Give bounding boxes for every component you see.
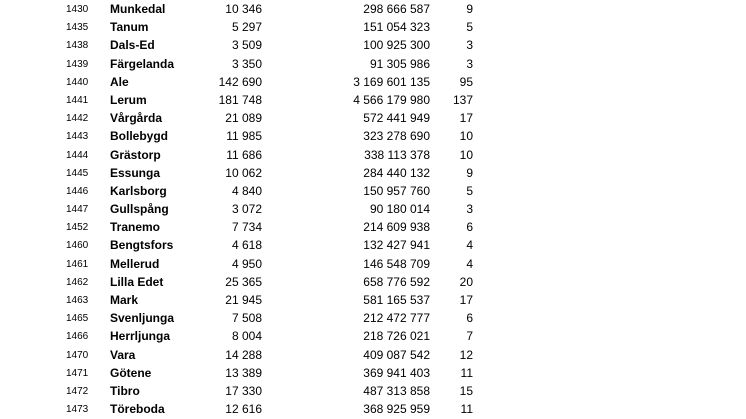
municipality-name-cell: Bollebygd: [110, 129, 169, 144]
table-row: [0, 127, 746, 145]
table-row: [0, 91, 746, 109]
count-cell: 10: [459, 129, 473, 144]
municipality-code-cell: 1442: [66, 113, 89, 125]
population-cell: 3 350: [231, 56, 262, 71]
population-cell: 11 985: [226, 129, 262, 144]
municipality-name-cell: Tibro: [110, 383, 140, 398]
population-cell: 4 618: [231, 238, 262, 253]
count-cell: 137: [452, 92, 473, 107]
amount-cell: 338 113 378: [364, 147, 430, 162]
population-cell: 3 509: [231, 38, 262, 53]
amount-cell: 150 957 760: [363, 183, 430, 198]
amount-cell: 323 278 690: [363, 129, 430, 144]
municipality-code-cell: 1441: [66, 94, 89, 106]
table-row: [0, 109, 746, 127]
table-row: [0, 73, 746, 91]
municipality-code-cell: 1445: [66, 167, 89, 179]
population-cell: 7 734: [231, 220, 262, 235]
municipality-code-cell: 1447: [66, 204, 89, 216]
amount-cell: 90 180 014: [369, 202, 430, 217]
municipality-name-cell: Lerum: [110, 92, 147, 107]
count-cell: 7: [466, 329, 473, 344]
amount-cell: 3 169 601 135: [353, 74, 430, 89]
municipality-name-cell: Götene: [110, 365, 152, 380]
count-cell: 6: [466, 220, 473, 235]
count-cell: 12: [459, 347, 473, 362]
municipality-code-cell: 1430: [66, 4, 89, 15]
count-cell: 6: [466, 311, 473, 326]
count-cell: 9: [466, 165, 473, 180]
population-cell: 10 062: [225, 165, 262, 180]
amount-cell: 572 441 949: [363, 111, 430, 126]
table-row: [0, 0, 746, 18]
amount-cell: 214 609 938: [363, 220, 430, 235]
population-cell: 181 748: [218, 92, 262, 107]
population-cell: 4 840: [231, 183, 262, 198]
municipality-code-cell: 1443: [66, 131, 89, 143]
population-cell: 25 365: [225, 274, 262, 289]
count-cell: 9: [466, 2, 473, 16]
amount-cell: 91 305 986: [369, 56, 430, 71]
municipality-code-cell: 1452: [66, 222, 89, 234]
municipality-name-cell: Töreboda: [110, 402, 165, 417]
amount-cell: 132 427 941: [363, 238, 430, 253]
count-cell: 95: [459, 74, 473, 89]
municipality-code-cell: 1463: [66, 295, 89, 306]
table-row: [0, 146, 746, 164]
municipality-name-cell: Tanum: [110, 20, 149, 35]
table-row: [0, 236, 746, 254]
municipality-name-cell: Svenljunga: [110, 311, 175, 326]
amount-cell: 409 087 542: [363, 347, 430, 362]
count-cell: 5: [466, 183, 473, 198]
count-cell: 17: [459, 111, 473, 126]
municipality-code-cell: 1473: [66, 404, 89, 416]
amount-cell: 369 941 403: [363, 365, 430, 380]
table-row: [0, 309, 746, 327]
table-row: [0, 327, 746, 345]
municipality-name-cell: Essunga: [110, 165, 161, 180]
amount-cell: 284 440 132: [363, 165, 430, 180]
amount-cell: 151 054 323: [363, 20, 430, 35]
amount-cell: 218 726 021: [363, 329, 430, 344]
population-cell: 13 389: [225, 365, 262, 380]
population-cell: 8 004: [231, 329, 262, 344]
amount-cell: 487 313 858: [363, 383, 430, 398]
amount-cell: 212 472 777: [363, 311, 430, 326]
population-cell: 4 950: [231, 256, 262, 271]
population-cell: 11 686: [226, 147, 262, 162]
table-row: [0, 291, 746, 309]
count-cell: 3: [466, 202, 473, 217]
count-cell: 11: [460, 402, 473, 417]
table-row: [0, 182, 746, 200]
municipality-code-cell: 1444: [66, 149, 89, 161]
count-cell: 20: [459, 274, 473, 289]
amount-cell: 581 165 537: [363, 293, 430, 307]
municipality-name-cell: Vårgårda: [110, 111, 163, 126]
table-row: [0, 200, 746, 218]
table-row: [0, 18, 746, 36]
table-row: [0, 164, 746, 182]
municipality-name-cell: Tranemo: [110, 220, 161, 235]
municipality-name-cell: Gullspång: [110, 202, 169, 217]
table-row: [0, 255, 746, 273]
count-cell: 10: [459, 147, 473, 162]
count-cell: 11: [460, 365, 473, 380]
population-cell: 21 089: [225, 111, 262, 126]
municipality-name-cell: Mellerud: [110, 256, 160, 271]
table-row: [0, 55, 746, 73]
population-cell: 14 288: [225, 347, 262, 362]
table-row: [0, 346, 746, 364]
population-cell: 12 616: [225, 402, 262, 417]
municipality-code-cell: 1472: [66, 385, 89, 397]
municipality-name-cell: Dals-Ed: [110, 38, 155, 53]
table-row: [0, 364, 746, 382]
municipality-name-cell: Vara: [110, 347, 136, 362]
count-cell: 15: [459, 383, 473, 398]
amount-cell: 100 925 300: [363, 38, 430, 53]
count-cell: 3: [466, 38, 473, 53]
population-cell: 21 945: [225, 293, 262, 307]
population-cell: 7 508: [231, 311, 262, 326]
table-row: [0, 273, 746, 291]
amount-cell: 368 925 959: [363, 402, 430, 417]
municipality-code-cell: 1471: [66, 367, 89, 379]
table-row: [0, 218, 746, 236]
municipality-code-cell: 1438: [66, 40, 89, 52]
municipality-code-cell: 1440: [66, 76, 89, 88]
municipality-code-cell: 1462: [66, 276, 89, 288]
municipality-code-cell: 1446: [66, 185, 89, 197]
municipality-code-cell: 1465: [66, 313, 89, 325]
population-cell: 142 690: [218, 74, 262, 89]
count-cell: 17: [459, 293, 473, 307]
population-cell: 3 072: [231, 202, 262, 217]
amount-cell: 298 666 587: [363, 2, 430, 16]
table-row: [0, 400, 746, 418]
municipality-name-cell: Mark: [110, 293, 139, 307]
count-cell: 5: [466, 20, 473, 35]
amount-cell: 4 566 179 980: [353, 92, 430, 107]
municipality-name-cell: Lilla Edet: [110, 274, 164, 289]
amount-cell: 658 776 592: [363, 274, 430, 289]
municipality-code-cell: 1470: [66, 349, 89, 361]
table-row: [0, 36, 746, 54]
count-cell: 4: [466, 238, 473, 253]
municipality-name-cell: Bengtsfors: [110, 238, 174, 253]
municipality-code-cell: 1466: [66, 331, 89, 343]
municipality-name-cell: Ale: [110, 74, 129, 89]
municipality-name-cell: Grästorp: [110, 147, 161, 162]
municipality-code-cell: 1460: [66, 240, 89, 252]
population-cell: 10 346: [225, 2, 262, 16]
count-cell: 4: [466, 256, 473, 271]
municipality-code-cell: 1461: [66, 258, 89, 270]
municipality-name-cell: Munkedal: [110, 2, 166, 16]
count-cell: 3: [466, 56, 473, 71]
municipality-name-cell: Herrljunga: [110, 329, 171, 344]
population-cell: 5 297: [231, 20, 262, 35]
municipality-code-cell: 1439: [66, 58, 89, 70]
municipality-name-cell: Karlsborg: [110, 183, 167, 198]
population-cell: 17 330: [225, 383, 262, 398]
amount-cell: 146 548 709: [363, 256, 430, 271]
municipality-name-cell: Färgelanda: [110, 56, 175, 71]
municipality-code-cell: 1435: [66, 22, 89, 34]
table-row: [0, 382, 746, 400]
